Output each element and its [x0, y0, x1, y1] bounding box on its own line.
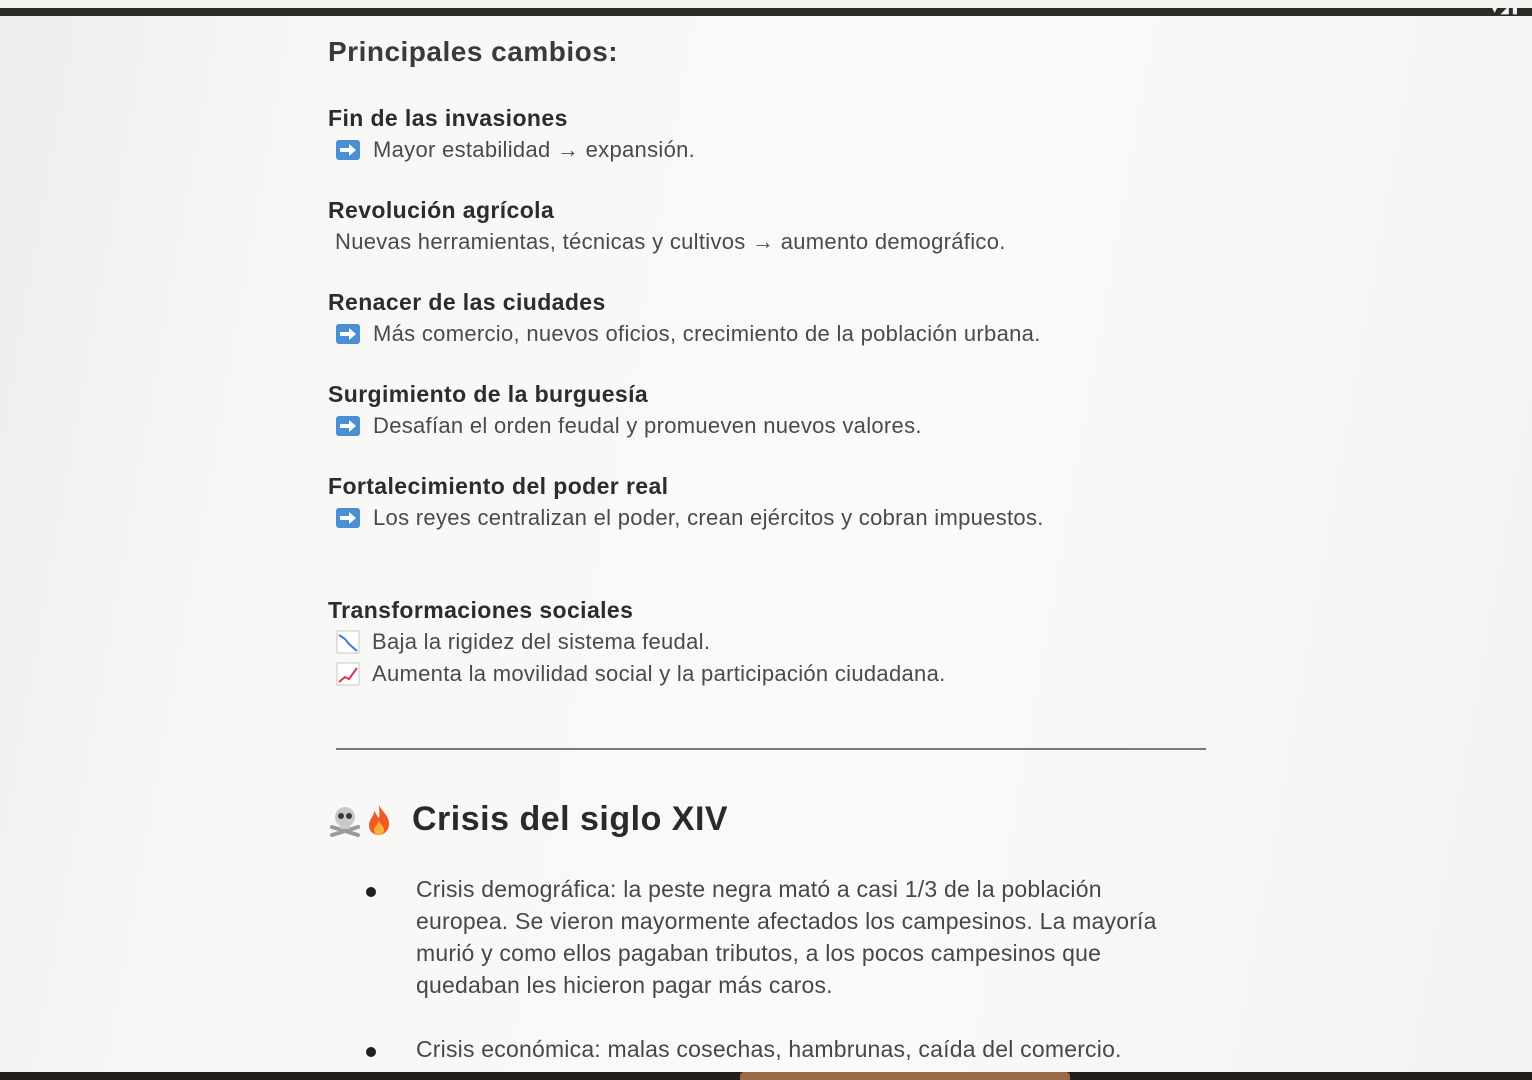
- status-icons: ▾ ◢ ▮: [1491, 4, 1518, 16]
- crisis-bullet-list: [366, 873, 1186, 1065]
- fire-icon: [362, 803, 396, 837]
- chart-decreasing-icon: [336, 630, 360, 654]
- right-arrow-icon: [335, 323, 361, 345]
- list-item: [366, 1033, 1186, 1065]
- right-arrow-icon: [335, 139, 361, 161]
- chart-increasing-icon: [336, 662, 360, 686]
- skull-crossbones-icon: [328, 803, 362, 837]
- section-title: Fin de las invasiones: [328, 105, 568, 131]
- right-arrow-icon: [335, 415, 361, 437]
- crisis-title: Crisis del siglo XIV: [412, 800, 729, 838]
- section-title: Revolución agrícola: [328, 197, 555, 223]
- section-poder-real: [328, 470, 1228, 534]
- bottom-bezel: [0, 1072, 1532, 1080]
- document-page: [0, 4, 1532, 1072]
- bullet-dot: [366, 873, 378, 1001]
- social-item-text: Baja la rigidez del sistema feudal.: [372, 629, 711, 654]
- list-item: [366, 873, 1186, 1001]
- section-text: Los reyes centralizan el poder, crean ejércitos y cobran impuestos.: [373, 505, 1044, 530]
- section-text: Más comercio, nuevos oficios, crecimiento de la población urbana.: [373, 321, 1041, 346]
- social-item: [328, 658, 1228, 690]
- horizontal-divider: [336, 748, 1206, 750]
- section-title: Renacer de las ciudades: [328, 289, 606, 315]
- social-item-text: Aumenta la movilidad social y la participación ciudadana.: [372, 661, 946, 686]
- crisis-heading: [328, 800, 728, 839]
- section-revolucion-agricola: [328, 194, 1228, 258]
- bullet-dot: [366, 1033, 378, 1065]
- section-surgimiento-burguesia: [328, 378, 1228, 442]
- section-transformaciones-sociales: [328, 594, 1228, 690]
- bullet-text: Crisis demográfica: la peste negra mató a casi 1/3 de la población europea. Se vieron mayormente afectados los campesinos. La mayoría murió y como ellos pagaban tributos, a los pocos campesinos que quedaban les hicieron pagar más caros.: [416, 876, 1157, 998]
- bullet-text: Crisis económica: malas cosechas, hambrunas, caída del comercio.: [416, 1036, 1122, 1062]
- section-text: Desafían el orden feudal y promueven nuevos valores.: [373, 413, 922, 438]
- section-renacer-ciudades: [328, 286, 1228, 350]
- section-text: Mayor estabilidad → expansión.: [373, 137, 696, 162]
- section-title: Fortalecimiento del poder real: [328, 473, 669, 499]
- page-title: Principales cambios:: [328, 36, 619, 67]
- social-item: [328, 626, 1228, 658]
- top-status-bar: [0, 4, 1532, 16]
- right-arrow-icon: [335, 507, 361, 529]
- section-title: Transformaciones sociales: [328, 597, 634, 623]
- section-title: Surgimiento de la burguesía: [328, 381, 649, 407]
- section-text: Nuevas herramientas, técnicas y cultivos → aumento demográfico.: [335, 229, 1006, 254]
- section-fin-invasiones: [328, 102, 1228, 166]
